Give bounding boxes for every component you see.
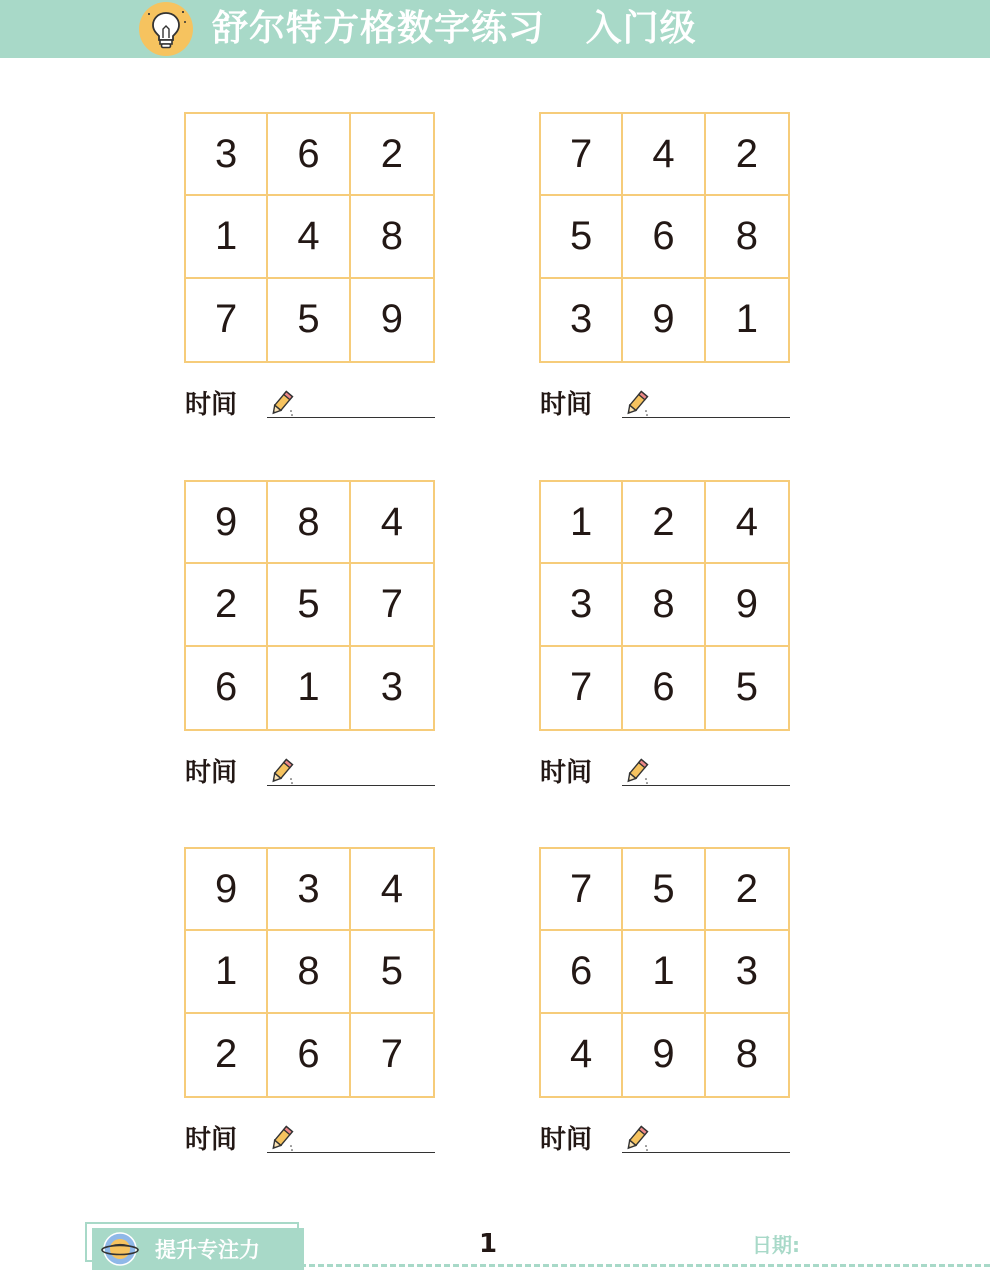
page-title: 舒尔特方格数字练习 入门级 (212, 8, 697, 49)
grid-cell[interactable]: 5 (268, 279, 350, 361)
grid-cell[interactable]: 8 (706, 196, 788, 278)
grid-cell[interactable]: 4 (623, 114, 705, 196)
schulte-grid (539, 847, 790, 1098)
grid-cell[interactable]: 9 (186, 849, 268, 931)
pencil-icon (267, 757, 295, 787)
time-label: 时间 (185, 758, 238, 788)
grid-cell[interactable]: 4 (351, 849, 433, 931)
grid-cell[interactable]: 4 (706, 482, 788, 564)
grid-cell[interactable]: 7 (541, 849, 623, 931)
pencil-icon (267, 389, 295, 419)
lightbulb-icon (139, 2, 193, 56)
grid-cell[interactable]: 5 (268, 564, 350, 646)
time-label: 时间 (540, 1125, 593, 1155)
grid-cell[interactable]: 9 (706, 564, 788, 646)
grid-cell[interactable]: 6 (623, 647, 705, 729)
grid-cell[interactable]: 6 (186, 647, 268, 729)
grid-cell[interactable]: 6 (268, 114, 350, 196)
time-answer-line[interactable] (622, 417, 790, 418)
grid-cell[interactable]: 2 (186, 564, 268, 646)
grid-cell[interactable]: 5 (351, 931, 433, 1013)
grid-cell[interactable]: 2 (623, 482, 705, 564)
time-answer-line[interactable] (267, 1152, 435, 1153)
grid-cell[interactable]: 1 (268, 647, 350, 729)
grid-cell[interactable]: 3 (706, 931, 788, 1013)
grid-cell[interactable]: 2 (706, 849, 788, 931)
grid-cell[interactable]: 2 (706, 114, 788, 196)
grid-cell[interactable]: 6 (268, 1014, 350, 1096)
schulte-grid (184, 847, 435, 1098)
grid-cell[interactable]: 5 (623, 849, 705, 931)
pencil-icon (622, 1124, 650, 1154)
grid-cell[interactable]: 6 (623, 196, 705, 278)
grid-cell[interactable]: 1 (186, 196, 268, 278)
grid-cell[interactable]: 4 (268, 196, 350, 278)
grid-cell[interactable]: 1 (186, 931, 268, 1013)
pencil-icon (267, 1124, 295, 1154)
date-label: 日期: (752, 1233, 800, 1257)
grid-cell[interactable]: 4 (541, 1014, 623, 1096)
time-answer-line[interactable] (267, 785, 435, 786)
grid-cell[interactable]: 1 (541, 482, 623, 564)
grid-cell[interactable]: 8 (623, 564, 705, 646)
grid-cell[interactable]: 3 (380, 665, 403, 710)
grid-cell[interactable]: 9 (186, 482, 268, 564)
grid-cell[interactable]: 7 (380, 1032, 403, 1077)
schulte-grid (184, 480, 435, 731)
grid-cell[interactable]: 1 (623, 931, 705, 1013)
focus-badge-label: 提升专注力 (155, 1238, 260, 1262)
grid-cell[interactable]: 2 (186, 1014, 268, 1096)
grid-cell[interactable]: 3 (541, 279, 623, 361)
grid-cell[interactable]: 3 (268, 849, 350, 931)
grid-cell[interactable]: 9 (623, 1014, 705, 1096)
grid-cell[interactable]: 7 (541, 647, 623, 729)
pencil-icon (622, 389, 650, 419)
grid-cell[interactable]: 3 (541, 564, 623, 646)
grid-cell[interactable]: 3 (186, 114, 268, 196)
time-answer-line[interactable] (622, 1152, 790, 1153)
grid-cell[interactable]: 7 (351, 564, 433, 646)
grid-cell[interactable]: 7 (541, 114, 623, 196)
grid-cell[interactable]: 5 (735, 665, 758, 710)
grid-cell[interactable]: 2 (351, 114, 433, 196)
time-answer-line[interactable] (622, 785, 790, 786)
grid-cell[interactable]: 8 (268, 931, 350, 1013)
grid-cell[interactable]: 1 (735, 297, 758, 342)
planet-icon (100, 1230, 140, 1268)
grid-cell[interactable]: 9 (380, 297, 403, 342)
grid-cell[interactable]: 8 (351, 196, 433, 278)
schulte-grid (539, 480, 790, 731)
schulte-grid (184, 112, 435, 363)
grid-cell[interactable]: 8 (268, 482, 350, 564)
grid-cell[interactable]: 9 (623, 279, 705, 361)
time-label: 时间 (540, 390, 593, 420)
grid-cell[interactable]: 5 (541, 196, 623, 278)
pencil-icon (622, 757, 650, 787)
header-bar (0, 0, 990, 58)
time-answer-line[interactable] (267, 417, 435, 418)
footer-dashed-line (300, 1264, 990, 1267)
time-label: 时间 (185, 390, 238, 420)
schulte-grid (539, 112, 790, 363)
time-label: 时间 (185, 1125, 238, 1155)
grid-cell[interactable]: 4 (351, 482, 433, 564)
grid-cell[interactable]: 6 (541, 931, 623, 1013)
grid-cell[interactable]: 8 (735, 1032, 758, 1077)
grid-cell[interactable]: 7 (186, 279, 268, 361)
page-number: 1 (478, 1229, 498, 1259)
time-label: 时间 (540, 758, 593, 788)
